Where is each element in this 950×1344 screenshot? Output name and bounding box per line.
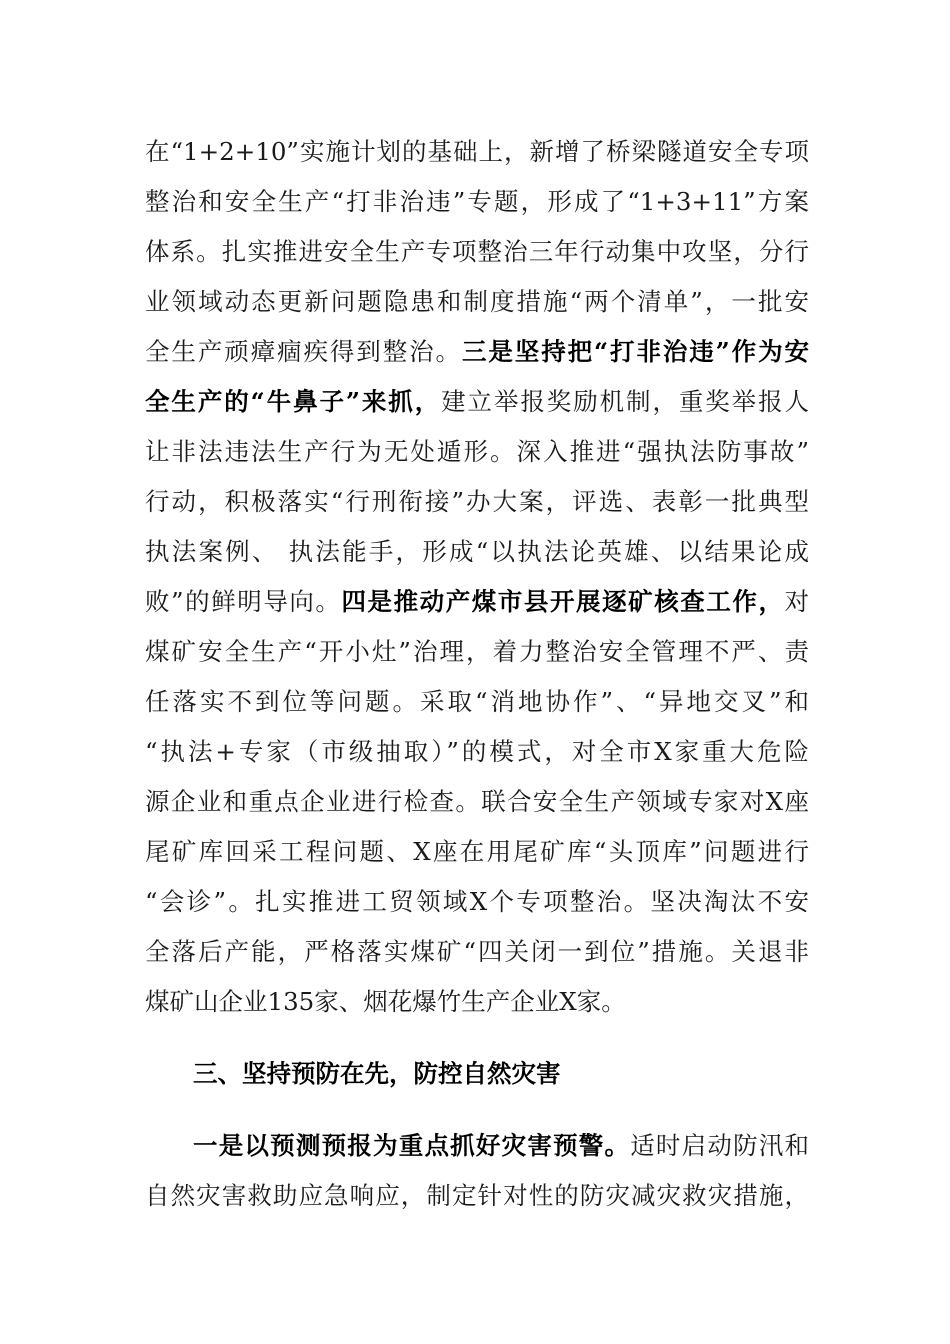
bold-lead-point-three-end: 全生产的“牛鼻子”来抓， (145, 387, 442, 416)
section-heading (193, 1056, 809, 1092)
paragraph-1-line-5 (145, 334, 809, 370)
bold-lead-point-one: 一是以预测预报为重点抓好灾害预警。 (193, 1131, 631, 1160)
paragraph-1-line-17: 全落后产能，严格落实煤矿“四关闭一到位”措施。关退非 (145, 937, 809, 966)
paragraph-1-line-18: 煤矿山企业135家、烟花爆竹生产企业X家。 (145, 987, 626, 1016)
text-run: 建立举报奖励机制，重奖举报人 (441, 387, 809, 416)
section-heading-text: 三、坚持预防在先，防控自然灾害 (193, 1059, 561, 1088)
paragraph-1-line-4: 业领域动态更新问题隐患和制度措施“两个清单”，一批安 (145, 287, 809, 316)
paragraph-1-line-1: 在“1+2+10”实施计划的基础上，新增了桥梁隧道安全专项 (145, 137, 809, 166)
text-run: 败”的鲜明导向。 (145, 587, 342, 616)
paragraph-1-line-13: “执法+专家（市级抽取）”的模式，对全市X家重大危险 (145, 737, 809, 766)
paragraph-2-line-2: 自然灾害救助应急响应，制定针对性的防灾减灾救灾措施， (145, 1181, 809, 1210)
paragraph-1-line-7: 让非法违法生产行为无处遁形。深入推进“强执法防事故” (145, 437, 809, 466)
paragraph-1-line-10 (145, 584, 809, 620)
paragraph-1-line-11: 煤矿安全生产“开小灶”治理，着力整治安全管理不严、责 (145, 637, 809, 666)
paragraph-1-line-14: 源企业和重点企业进行检查。联合安全生产领域专家对X座 (145, 787, 809, 816)
paragraph-1-line-15: 尾矿库回采工程问题、X座在用尾矿库“头顶库”问题进行 (145, 837, 809, 866)
paragraph-1-line-12: 任落实不到位等问题。采取“消地协作”、“异地交叉”和 (145, 687, 809, 716)
paragraph-1-line-16: “会诊”。扎实推进工贸领域X个专项整治。坚决淘汰不安 (145, 887, 809, 916)
paragraph-2-line-1 (193, 1128, 809, 1164)
paragraph-1-line-3: 体系。扎实推进安全生产专项整治三年行动集中攻坚，分行 (145, 237, 809, 266)
bold-lead-point-four: 四是推动产煤市县开展逐矿核查工作， (341, 587, 785, 616)
paragraph-1-line-9: 执法案例、 执法能手，形成“以执法论英雄、以结果论成 (145, 537, 809, 566)
text-run: 对 (784, 587, 809, 616)
text-run: 全生产顽瘴痼疾得到整治。 (145, 337, 462, 366)
paragraph-1-line-2: 整治和安全生产“打非治违”专题，形成了“1+3+11”方案 (145, 187, 809, 216)
text-run: 适时启动防汛和 (630, 1131, 809, 1160)
paragraph-1-line-8: 行动，积极落实“行刑衔接”办大案，评选、表彰一批典型 (145, 487, 809, 516)
paragraph-1-line-6 (145, 384, 809, 420)
bold-lead-point-three: 三是坚持把“打非治违”作为安 (461, 337, 809, 366)
